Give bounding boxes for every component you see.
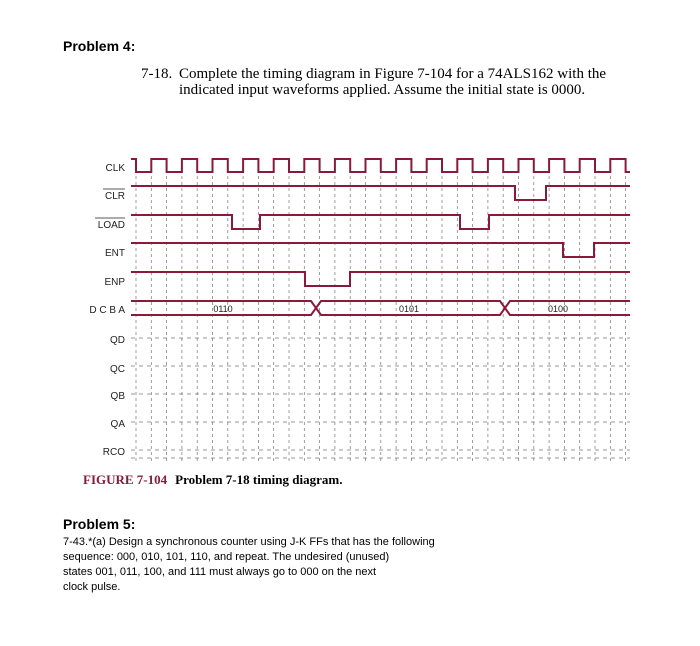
problem5-line-2: sequence: 000, 010, 101, 110, and repeat. The undesired (unused) [63, 551, 390, 563]
problem-number: 7-18. [141, 66, 173, 82]
bus-value-3: 0100 [547, 304, 569, 314]
clk-label: CLK [105, 163, 125, 174]
qa-label: QA [110, 419, 125, 430]
load-label: LOAD [97, 220, 125, 231]
problem5-line-1: 7-43.*(a) Design a synchronous counter using J-K FFs that has the following [63, 536, 435, 548]
qc-label: QC [110, 364, 125, 375]
timing-grid [131, 176, 630, 462]
qb-label: QB [110, 391, 125, 402]
bus-value-1: 0110 [213, 304, 233, 314]
problem5-heading: Problem 5: [63, 516, 136, 532]
clr-label: CLR [104, 191, 125, 202]
figure-caption [83, 472, 342, 488]
problem5-line-3: states 001, 011, 100, and 111 must always go to 000 on the next [63, 566, 377, 578]
problem4-heading: Problem 4: [63, 38, 136, 54]
problem5-text [63, 535, 483, 595]
enp-label: ENP [104, 277, 125, 288]
dcba-label: D C B A [89, 305, 125, 316]
figure-title: Problem 7-18 timing diagram. [175, 472, 343, 487]
rco-label: RCO [102, 447, 125, 458]
ent-label: ENT [105, 248, 125, 259]
clk-waveform [131, 159, 630, 172]
figure-label: FIGURE 7-104 [83, 472, 168, 487]
qd-label: QD [110, 335, 125, 346]
bus-value-2: 0101 [398, 304, 420, 314]
problem5-line-4: clock pulse. [63, 581, 121, 593]
problem-statement: Complete the timing diagram in Figure 7-104 for a 74ALS162 with the indicated input waveforms applied. Assume the initial state is 0000. [179, 66, 607, 98]
